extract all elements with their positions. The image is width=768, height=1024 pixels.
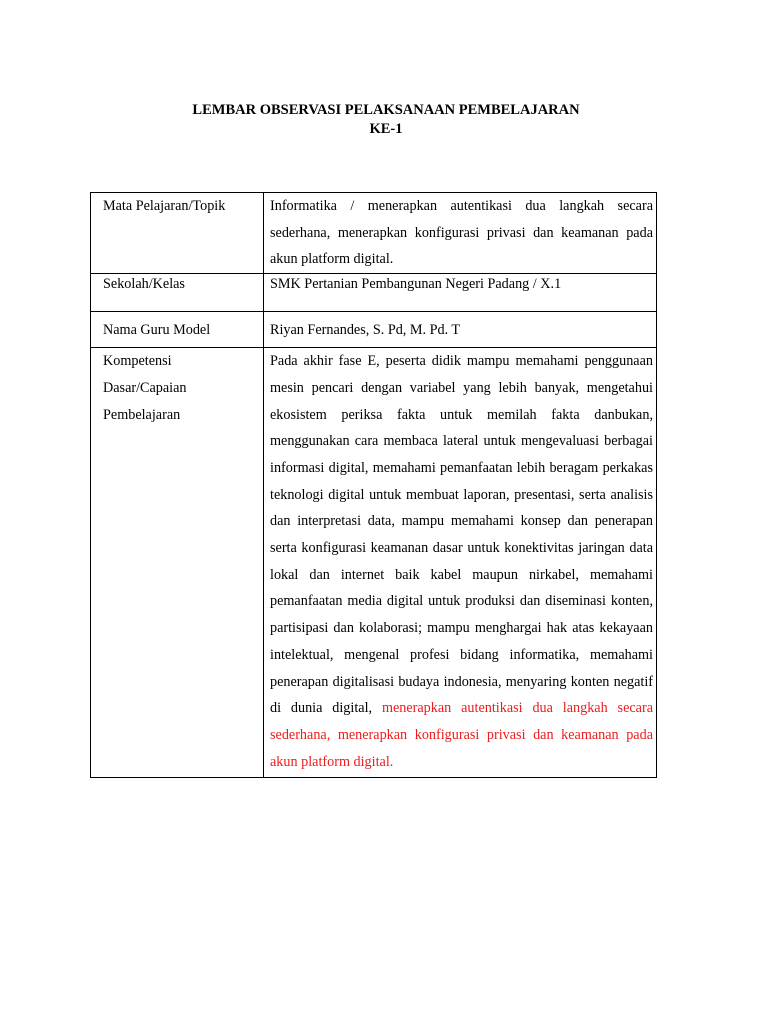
- row-value-competency: [264, 348, 657, 778]
- row-value-teacher: [264, 312, 657, 348]
- title-line-1: LEMBAR OBSERVASI PELAKSANAAN PEMBELAJARAN: [192, 102, 580, 118]
- table-row-competency: [91, 348, 657, 778]
- competency-label-line-2: Dasar/Capaian: [103, 379, 187, 396]
- competency-text: [270, 348, 653, 775]
- row-label-competency: [91, 348, 264, 778]
- school-label-text: Sekolah/Kelas: [103, 276, 185, 293]
- school-value-text: SMK Pertanian Pembangunan Negeri Padang / X.1: [270, 276, 562, 293]
- row-label-teacher: [91, 312, 264, 348]
- observation-table: [90, 192, 657, 778]
- teacher-label-text: Nama Guru Model: [103, 322, 211, 339]
- row-label-subject: Mata Pelajaran/Topik: [91, 193, 264, 274]
- row-value-subject: [264, 193, 657, 274]
- table-row-teacher: [91, 312, 657, 348]
- competency-text-main: Pada akhir fase E, peserta didik mampu memahami penggunaan mesin pencari dengan variabel yang lebih banyak, mengetahui ekosistem periksa fakta untuk memilah fakta danbukan, menggunakan cara membaca lateral untuk mengevaluasi berbagai informasi digital, memahami pemanfaatan lebih beragam perkakas teknologi digital untuk membuat laporan, presentasi, serta analisis dan interpretasi data, mampu memahami konsep dan penerapan serta konfigurasi keamanan dasar untuk konektivitas jaringan data lokal dan internet baik kabel maupun nirkabel, memahami pemanfaatan media digital untuk produksi dan diseminasi konten, partisipasi dan kolaborasi; mampu menghargai hak atas kekayaan intelektual, mengenal profesi bidang informatika, memahami penerapan digitalisasi budaya indonesia, menyaring konten negatif di dunia digital,: [270, 353, 653, 717]
- row-value-school: [264, 274, 657, 312]
- row-label-school: [91, 274, 264, 312]
- competency-label-line-1: Kompetensi: [103, 353, 172, 370]
- title-line-2: KE-1: [369, 121, 403, 137]
- competency-text-highlight: menerapkan autentikasi dua langkah secara sederhana, menerapkan konfigurasi privasi dan keamanan pada akun platform digital.: [270, 700, 653, 770]
- subject-text: Informatika / menerapkan autentikasi dua langkah secara sederhana, menerapkan konfigurasi privasi dan keamanan pada akun platform digital.: [270, 198, 653, 268]
- table-row-school: [91, 274, 657, 312]
- teacher-value-text: Riyan Fernandes, S. Pd, M. Pd. T: [270, 322, 461, 339]
- competency-label-line-3: Pembelajaran: [103, 406, 181, 423]
- document-title: [0, 101, 768, 139]
